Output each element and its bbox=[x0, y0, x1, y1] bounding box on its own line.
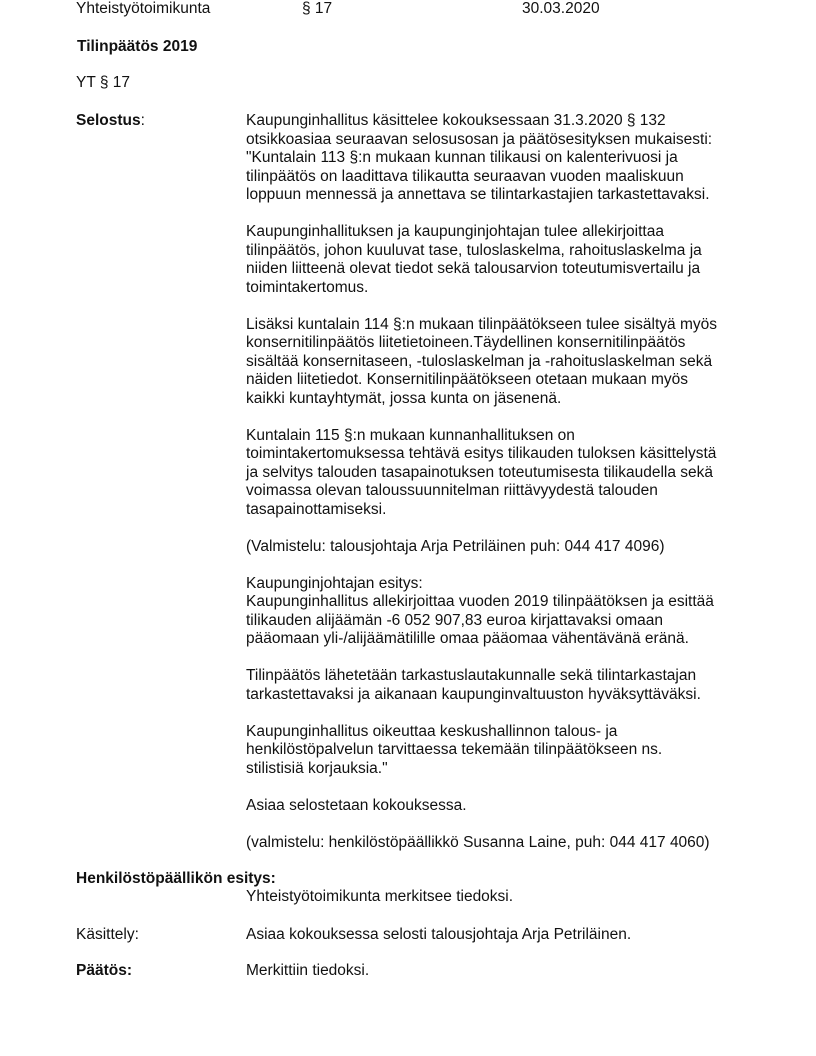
selostus-line: Kuntalain 115 §:n mukaan kunnanhallituksen on bbox=[246, 426, 575, 444]
selostus-paragraph bbox=[246, 316, 746, 409]
kasittely-label: Käsittely: bbox=[76, 926, 139, 943]
selostus-line: pääomaan yli-/alijäämätilille omaa pääomaa vähentävänä eränä. bbox=[246, 630, 689, 647]
selostus-line: stilistisiä korjauksia." bbox=[246, 759, 388, 777]
selostus-line: Kaupunginhallitus oikeuttaa keskushallinnon talous- ja bbox=[246, 722, 618, 740]
selostus-line: niiden liitteenä olevat tiedot sekä talousarvion toteutumisvertailu ja bbox=[246, 260, 701, 277]
selostus-paragraph bbox=[246, 834, 746, 853]
selostus-line: henkilöstöpalvelun tarvittaessa tekemään tilinpäätökseen ns. bbox=[246, 741, 663, 758]
selostus-line: Asiaa selostetaan kokouksessa. bbox=[246, 796, 467, 814]
paatos-text: Merkittiin tiedoksi. bbox=[246, 962, 370, 979]
selostus-line: kaikki kuntayhtymät, jossa kunta on jäsenenä. bbox=[246, 389, 562, 407]
selostus-line: Lisäksi kuntalain 114 §:n mukaan tilinpäätökseen tulee sisältyä myös bbox=[246, 315, 718, 333]
selostus-line: tasapainottamiseksi. bbox=[246, 500, 387, 518]
selostus-label-wrap bbox=[76, 112, 145, 131]
selostus-line: toimintakertomus. bbox=[246, 278, 369, 296]
selostus-line: Kaupunginhallitus allekirjoittaa vuoden 2019 tilinpäätöksen ja esittää bbox=[246, 593, 714, 610]
selostus-paragraph bbox=[246, 575, 746, 649]
selostus-line: ja selvitys talouden tasapainotuksen toteutumisesta tilikaudella sekä bbox=[246, 463, 713, 481]
selostus-line: (Valmistelu: talousjohtaja Arja Petriläinen puh: 044 417 4096) bbox=[246, 537, 665, 555]
selostus-paragraph bbox=[246, 797, 746, 816]
selostus-paragraph bbox=[246, 427, 746, 520]
selostus-line: (valmistelu: henkilöstöpäällikkö Susanna Laine, puh: 044 417 4060) bbox=[246, 833, 710, 851]
selostus-line: tilikauden alijäämän -6 052 907,83 euroa kirjattavaksi omaan bbox=[246, 611, 664, 629]
selostus-body bbox=[246, 112, 746, 852]
kasittely-text: Asiaa kokouksessa selosti talousjohtaja Arja Petriläinen. bbox=[246, 926, 632, 943]
selostus-line: konsernitilinpäätös liitetietoineen.Täydellinen konsernitilinpäätös bbox=[246, 334, 686, 351]
selostus-line: Tilinpäätös lähetetään tarkastuslautakunnalle sekä tilintarkastajan bbox=[246, 667, 697, 684]
selostus-line: Kaupunginjohtajan esitys: bbox=[246, 574, 423, 592]
header-section: § 17 bbox=[302, 0, 333, 17]
selostus-line: näiden liitetiedot. Konsernitilinpäätökseen otetaan mukaan myös bbox=[246, 371, 689, 388]
selostus-paragraph bbox=[246, 667, 746, 704]
selostus-line: Kaupunginhallitus käsittelee kokouksessaan 31.3.2020 § 132 bbox=[246, 112, 666, 129]
selostus-line: toimintakertomuksessa tehtävä esitys tilikauden tuloksen käsittelystä bbox=[246, 445, 717, 462]
selostus-line: otsikkoasiaa seuraavan selosusosan ja päätösesityksen mukaisesti: bbox=[246, 130, 713, 148]
selostus-line: tilinpäätös, johon kuuluvat tase, tuloslaskelma, rahoituslaskelma ja bbox=[246, 241, 702, 259]
selostus-line: sisältää konsernitaseen, -tuloslaskelman ja -rahoituslaskelman sekä bbox=[246, 352, 713, 370]
selostus-line: Kaupunginhallituksen ja kaupunginjohtajan tulee allekirjoittaa bbox=[246, 223, 664, 240]
selostus-line: tilinpäätös on laadittava tilikautta seuraavan vuoden maaliskuun bbox=[246, 167, 684, 185]
selostus-line: loppuun mennessä ja annettava se tilintarkastajien tarkastettavaksi. bbox=[246, 186, 710, 203]
esitys-text: Yhteistyötoimikunta merkitsee tiedoksi. bbox=[246, 888, 514, 905]
selostus-line: voimassa olevan taloussuunnitelman riittävyydestä talouden bbox=[246, 482, 658, 499]
document-title: Tilinpäätös 2019 bbox=[77, 38, 198, 55]
paatos-label: Päätös: bbox=[76, 962, 132, 979]
esitys-label: Henkilöstöpäällikön esitys: bbox=[76, 870, 276, 887]
document-header bbox=[76, 0, 776, 19]
yt-reference: YT § 17 bbox=[76, 74, 131, 91]
selostus-line: tarkastettavaksi ja aikanaan kaupunginvaltuuston hyväksyttäväksi. bbox=[246, 685, 701, 703]
selostus-paragraph bbox=[246, 112, 746, 205]
selostus-paragraph bbox=[246, 538, 746, 557]
header-organ: Yhteistyötoimikunta bbox=[76, 0, 211, 17]
selostus-label-colon: : bbox=[140, 112, 145, 129]
selostus-paragraph bbox=[246, 723, 746, 779]
selostus-line: "Kuntalain 113 §:n mukaan kunnan tilikausi on kalenterivuosi ja bbox=[246, 149, 678, 166]
header-date: 30.03.2020 bbox=[522, 0, 600, 17]
selostus-paragraph bbox=[246, 223, 746, 297]
selostus-label: Selostus bbox=[76, 112, 141, 129]
